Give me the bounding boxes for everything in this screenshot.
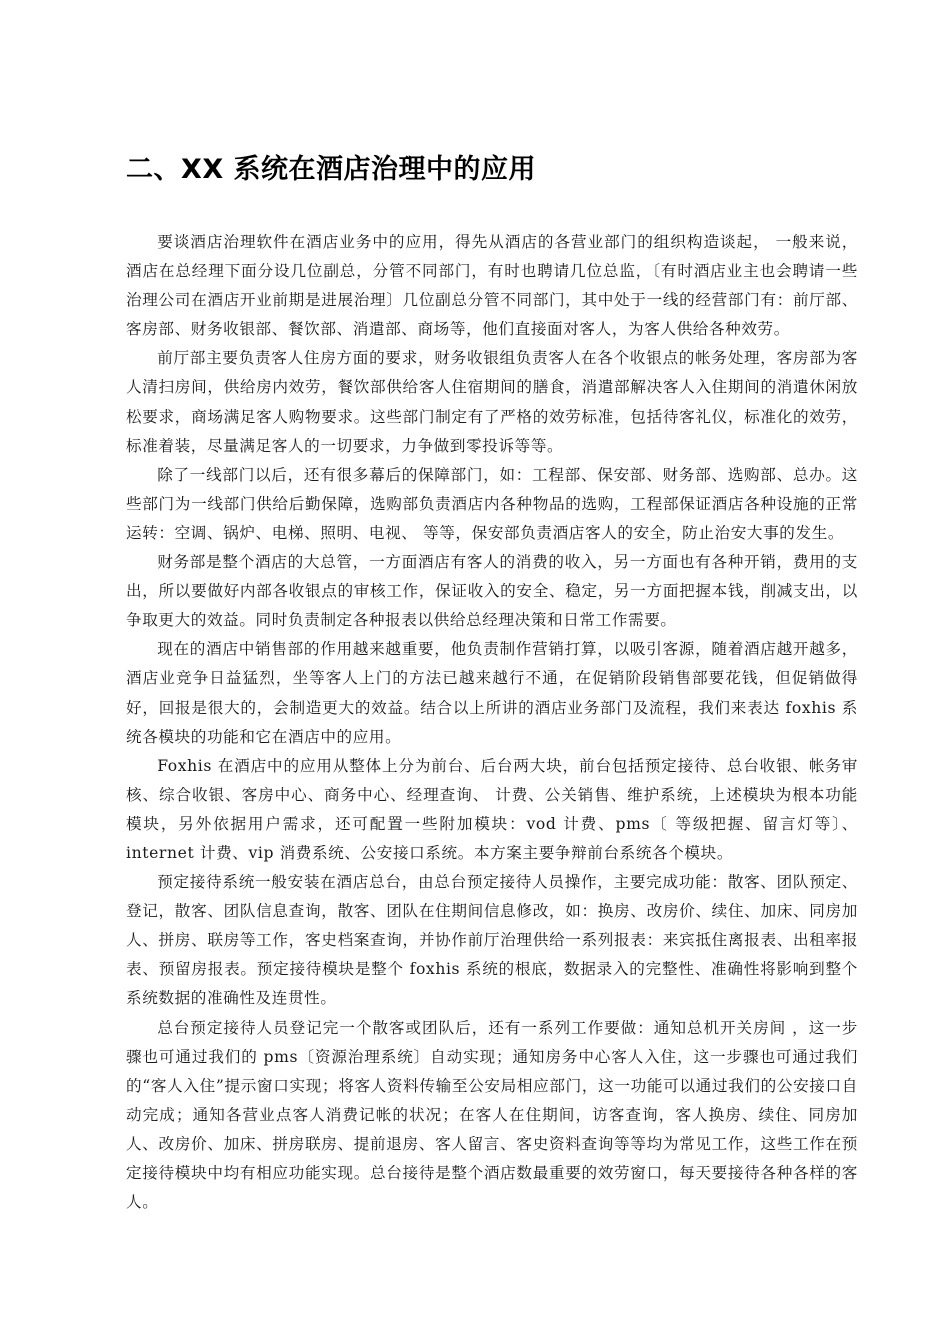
document-body	[126, 228, 858, 1217]
paragraph: Foxhis 在酒店中的应用从整体上分为前台、后台两大块，前台包括预定接待、总台收银、帐务审核、综合收银、客房中心、商务中心、经理查询、 计费、公关销售、维护系统，上述模块为根本功能模块，另外依据用户需求，还可配置一些附加模块：vod 计费、pms〔 等级把握、留言灯等〕、internet 计费、vip 消费系统、公安接口系统。本方案主要争辩前台系统各个模块。	[126, 756, 858, 862]
paragraph: 预定接待系统一般安装在酒店总台，由总台预定接待人员操作，主要完成功能：散客、团队预定、登记，散客、团队信息查询，散客、团队在住期间信息修改，如：换房、改房价、续住、加床、同房加人、拼房、联房等工作，客史档案查询，并协作前厅治理供给一系列报表：来宾抵住离报表、出租率报表、预留房报表。预定接待模块是整个 foxhis 系统的根底，数据录入的完整性、准确性将影响到整个系统数据的准确性及连贯性。	[126, 873, 858, 1008]
paragraph: 除了一线部门以后，还有很多幕后的保障部门，如：工程部、保安部、财务部、选购部、总办。这些部门为一线部门供给后勤保障，选购部负责酒店内各种物品的选购，工程部保证酒店各种设施的正常运转：空调、锅炉、电梯、照明、电视、 等等，保安部负责酒店客人的安全，防止治安大事的发生。	[126, 465, 858, 542]
paragraph: 总台预定接待人员登记完一个散客或团队后，还有一系列工作要做：通知总机开关房间 ，这一步骤也可通过我们的 pms〔资源治理系统〕自动实现；通知房务中心客人入住，这一步骤也可通过我们的“客人入住”提示窗口实现；将客人资料传输至公安局相应部门，这一功能可以通过我们的公安接口自动完成；通知各营业点客人消费记帐的状况；在客人在住期间，访客查询，客人换房、续住、同房加人、改房价、加床、拼房联房、提前退房、客人留言、客史资料查询等等均为常见工作，这些工作在预定接待模块中均有相应功能实现。总台接待是整个酒店数最重要的效劳窗口，每天要接待各种各样的客人。	[126, 1018, 858, 1212]
page-title: 二、XX 系统在酒店治理中的应用	[126, 154, 537, 185]
paragraph: 要谈酒店治理软件在酒店业务中的应用，得先从酒店的各营业部门的组织构造谈起， 一般来说，酒店在总经理下面分设几位副总，分管不同部门，有时也聘请几位总监，〔有时酒店业主也会聘请一些治理公司在酒店开业前期是进展治理〕几位副总分管不同部门，其中处于一线的经营部门有：前厅部、客房部、财务收银部、餐饮部、消遣部、商场等，他们直接面对客人，为客人供给各种效劳。	[126, 233, 858, 339]
paragraph: 现在的酒店中销售部的作用越来越重要，他负责制作营销打算，以吸引客源，随着酒店越开越多，酒店业竞争日益猛烈，坐等客人上门的方法已越来越行不通，在促销阶段销售部要花钱，但促销做得好，回报是很大的，会制造更大的效益。结合以上所讲的酒店业务部门及流程，我们来表达 foxhis 系统各模块的功能和它在酒店中的应用。	[126, 640, 858, 746]
paragraph: 前厅部主要负责客人住房方面的要求，财务收银组负责客人在各个收银点的帐务处理，客房部为客人清扫房间，供给房内效劳，餐饮部供给客人住宿期间的膳食，消遣部解决客人入住期间的消遣休闲放松要求，商场满足客人购物要求。这些部门制定有了严格的效劳标准，包括待客礼仪，标准化的效劳，标准着装，尽量满足客人的一切要求，力争做到零投诉等等。	[126, 349, 858, 455]
paragraph: 财务部是整个酒店的大总管，一方面酒店有客人的消费的收入，另一方面也有各种开销，费用的支出，所以要做好内部各收银点的审核工作，保证收入的安全、稳定，另一方面把握本钱，削减支出，以争取更大的效益。同时负责制定各种报表以供给总经理决策和日常工作需要。	[126, 553, 858, 630]
